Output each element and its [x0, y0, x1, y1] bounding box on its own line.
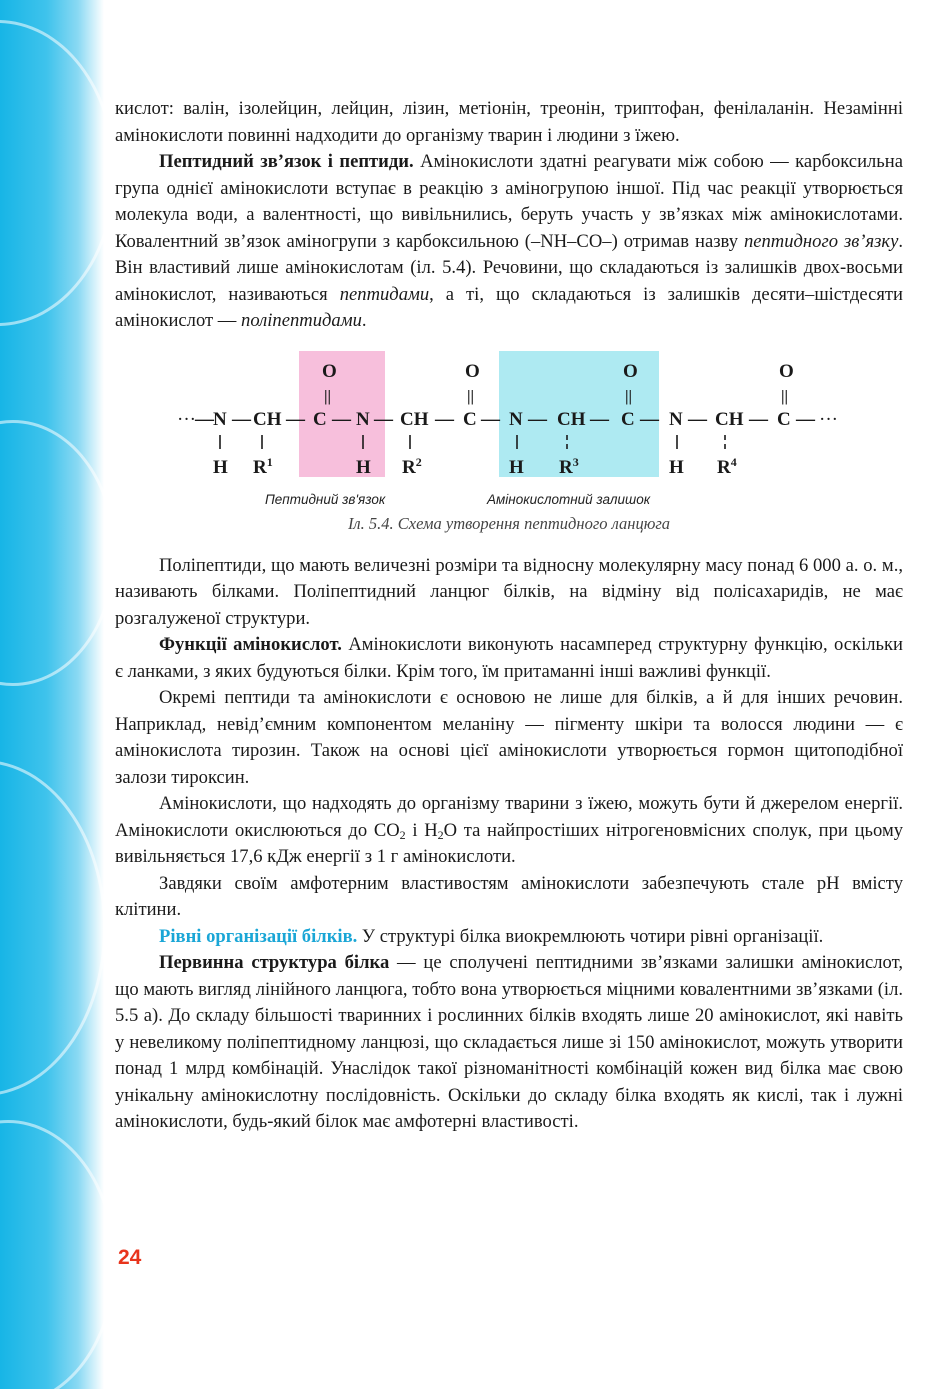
page-content [115, 96, 903, 1136]
ch-group: CH [715, 408, 744, 430]
double-bond: || [781, 387, 789, 405]
paragraph: Поліпептиди, що мають величезні розміри та відносну молекулярну масу понад 6 000 а. о. м., називають білками. Поліпептидний ланцюг білків, на відміну від полісахаридів, не має розгалуженої структури. [115, 554, 903, 629]
r-group: $R^4$ [717, 454, 737, 478]
bond-dash: — [640, 408, 659, 430]
bond-dash: — [481, 408, 500, 430]
bond-dash: — [688, 408, 707, 430]
sidebar-swirl [0, 420, 104, 686]
bond-dash: — [435, 408, 454, 430]
carbon-atom: C [621, 408, 635, 430]
r-group: $R^2$ [402, 454, 422, 478]
peptide-chain-diagram [115, 339, 903, 489]
hydrogen-atom: H [356, 456, 371, 478]
nitrogen-atom: N [356, 408, 370, 430]
paragraph-heading: Первинна структура білка [159, 952, 390, 973]
paragraph: кислот: валін, ізолейцин, лейцин, лізин, метіонін, треонін, триптофан, фенілаланін. Незамінні амінокислоти повинні надходити до організму тварин і людини з їжею. [115, 98, 903, 146]
section-heading: Рівні організації білків. [159, 925, 358, 947]
oxygen-atom: O [779, 360, 794, 382]
sidebar-swirl [0, 760, 104, 1096]
decorative-sidebar [0, 0, 104, 1389]
hydrogen-atom: H [669, 456, 684, 478]
bond-dash: — [374, 408, 393, 430]
paragraph: Амінокислоти, що надходять до організму тварини з їжею, можуть бути й джерелом енергії. Амінокислоти окислюються до $CO_2$ і $H_2O$ та найпростіших нітрогеновмісних сполук, при цьому вивільняється 17,6 кДж енергії з 1 г амінокислоти. [115, 793, 904, 867]
carbon-atom: C [777, 408, 791, 430]
nitrogen-atom: N [669, 408, 683, 430]
bond-dash: — [749, 408, 768, 430]
paragraph: Пептидний зв’язок і пептиди. Амінокислоти здатні реагувати між собою — карбоксильна група однієї амінокислоти вступає в реакцію з аміногрупою іншої. Під час реакції утворюється молекула води, а валентності, що вивільнились, беруть участь у зв’язках між амінокислотами. Ковалентний зв’язок аміногрупи з карбоксильною (–NH–CO–) отримав назву пептидного зв’язку. Він властивий лише амінокислотам (іл. 5.4). Речовини, що складаються із залишків двох-восьми амінокислот, називаються пептидами, а ті, що складаються із залишків десяти–шістдесяти амінокислот — поліпептидами. [115, 151, 903, 331]
nitrogen-atom: N [509, 408, 523, 430]
bond-dash: — [528, 408, 547, 430]
peptide-chain-figure [115, 339, 903, 547]
chain-continuation: ··· [819, 408, 838, 430]
nitrogen-atom: N [213, 408, 227, 430]
term: пептидного зв’язку [743, 230, 899, 252]
paragraph-heading: Функції амінокислот. [159, 634, 342, 655]
ch-group: CH [400, 408, 429, 430]
figure-caption: Іл. 5.4. Схема утворення пептидного ланцюга [347, 513, 671, 533]
r-group: $R^3$ [559, 454, 579, 478]
bond-dash: — [590, 408, 609, 430]
paragraph: Функції амінокислот. Амінокислоти виконують насамперед структурну функцію, оскільки є ланками, з яких будуються білки. Крім того, їм притаманні інші важливі функції. [115, 634, 903, 682]
residue-label: Амінокислотний залишок [487, 491, 651, 507]
page-number: 24 [118, 1246, 142, 1269]
bond-dash: — [195, 408, 214, 430]
paragraph-heading: Пептидний зв’язок і пептиди. [159, 151, 414, 172]
oxygen-atom: O [465, 360, 480, 382]
term: поліпептидами [241, 310, 362, 331]
hydrogen-atom: H [213, 456, 228, 478]
bond-dash: — [286, 408, 305, 430]
r-group: $R^1$ [253, 454, 273, 478]
ch-group: CH [253, 408, 282, 430]
bond-dash: — [796, 408, 815, 430]
paragraph: Завдяки своїм амфотерним властивостям амінокислоти забезпечують стале pH вмісту клітини. [115, 872, 903, 920]
chain-continuation: ··· [177, 408, 196, 430]
double-bond: || [467, 387, 475, 405]
carbon-atom: C [313, 408, 327, 430]
paragraph: Рівні організації білків. У структурі білка виокремлюють чотири рівні організації. [159, 925, 824, 947]
term: пептидами [339, 283, 430, 305]
oxygen-atom: O [322, 360, 337, 382]
ch-group: CH [557, 408, 586, 430]
oxygen-atom: O [623, 360, 638, 382]
bond-dash: — [232, 408, 251, 430]
hydrogen-atom: H [509, 456, 524, 478]
paragraph: Первинна структура білка — це сполучені пептидними зв’язками залишки амінокислот, що мають вигляд лінійного ланцюга, тобто вона утворюється міцними ковалентними зв’язками (іл. 5.5 а). До складу більшості тваринних і рослинних білків входять лише 20 амінокислот, які навіть у невеликому поліпептидному ланцюзі, що складається лише зі 150 амінокислот, можуть утворити понад 1 млрд комбінацій. Унаслідок такої різноманітності комбінацій кожен вид білка має свою унікальну амінокислотну послідовність. Оскільки до складу білка входять як кислі, так і лужні амінокислоти, будь-який білок має амфотерні властивості. [115, 952, 903, 1132]
paragraph: Окремі пептиди та амінокислоти є основою не лише для білків, а й для інших речовин. Наприклад, невід’ємним компонентом меланіну — пігменту шкіри та волосся людини — є амінокислота тирозин. Також на основі цієї амінокислоти утворюється гормон щитоподібної залози тироксин. [115, 687, 903, 788]
double-bond: || [324, 387, 332, 405]
bond-dash: — [332, 408, 351, 430]
double-bond: || [625, 387, 633, 405]
vertical-bonds [220, 435, 725, 449]
sidebar-swirl [0, 20, 104, 326]
sidebar-swirl [0, 1120, 104, 1389]
carbon-atom: C [463, 408, 477, 430]
peptide-bond-label: Пептидний зв'язок [265, 491, 386, 507]
